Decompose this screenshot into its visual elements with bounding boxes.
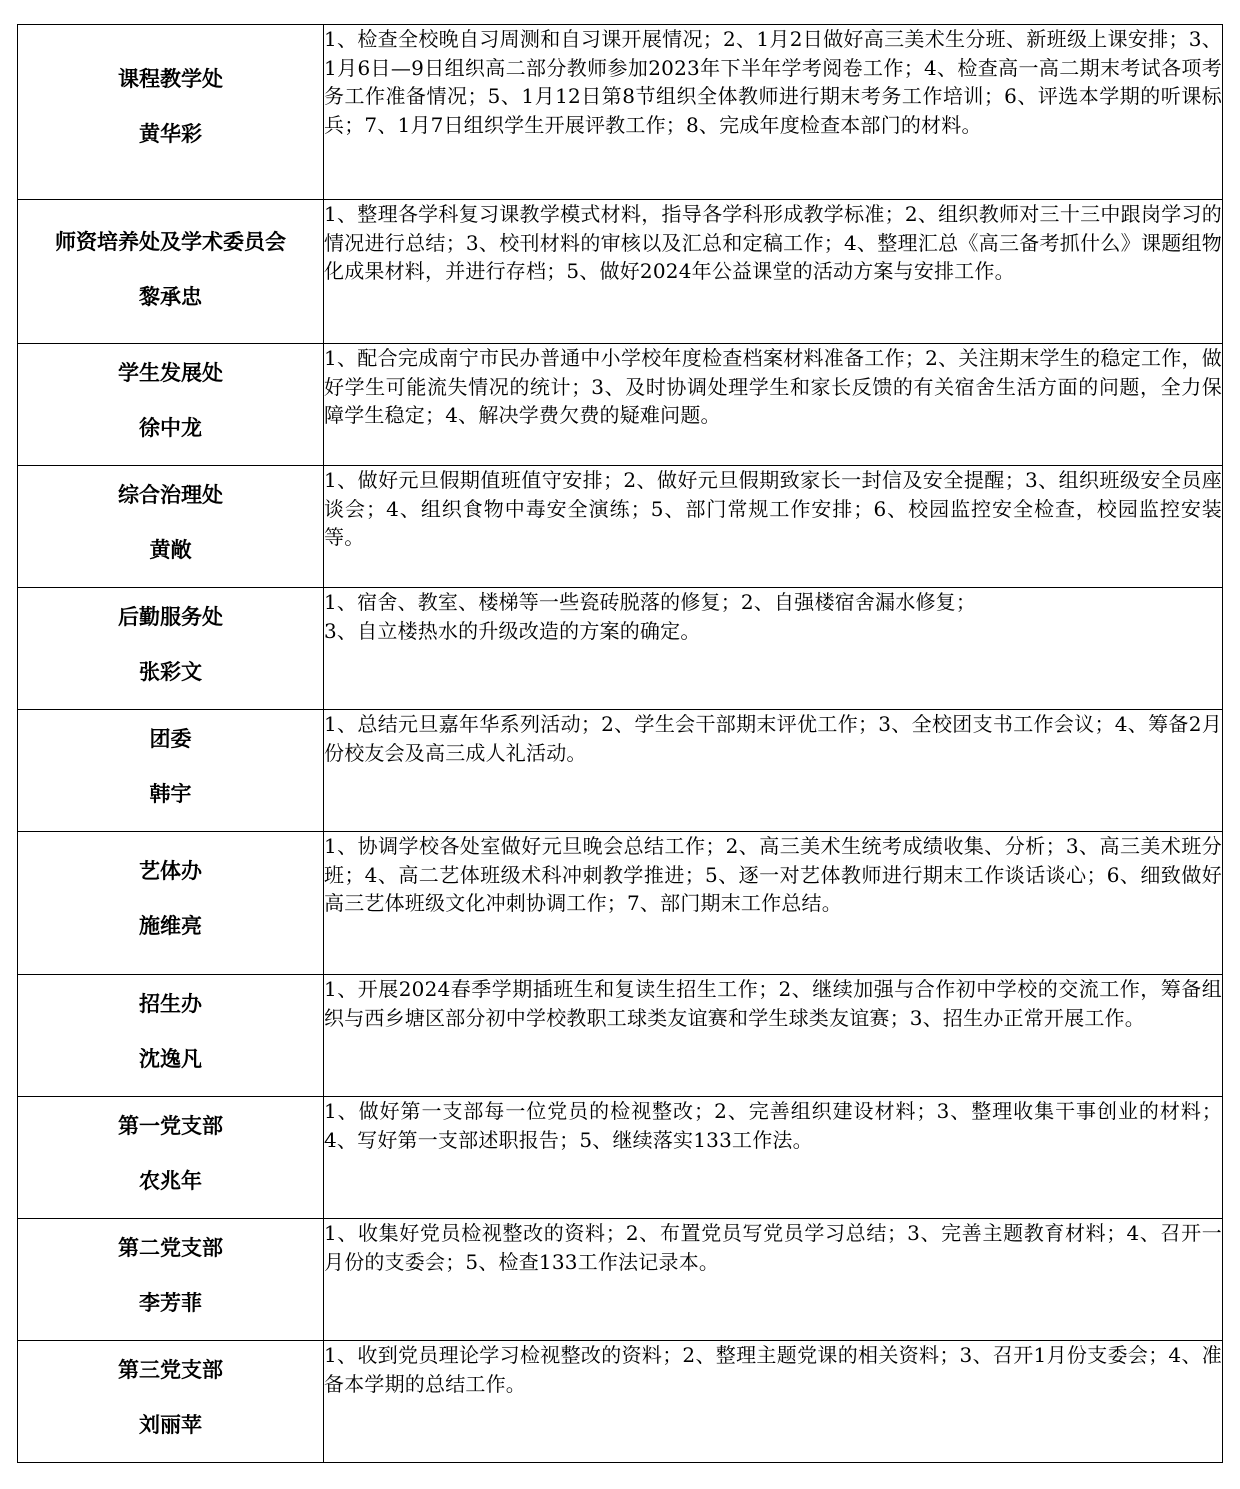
department-head: 农兆年	[139, 1169, 202, 1193]
department-head: 黄华彩	[139, 122, 202, 146]
department-cell	[18, 466, 324, 588]
department-head: 李芳菲	[139, 1291, 202, 1315]
table-row	[18, 25, 1223, 200]
department-head: 沈逸凡	[139, 1047, 202, 1071]
task-description: 1、收集好党员检视整改的资料；2、布置党员写党员学习总结；3、完善主题教育材料；4、召开一月份的支委会；5、检查133工作法记录本。	[324, 1219, 1223, 1341]
department-name: 后勤服务处	[118, 605, 223, 629]
department-cell	[18, 975, 324, 1097]
department-head: 韩宇	[149, 782, 192, 806]
task-description: 1、收到党员理论学习检视整改的资料；2、整理主题党课的相关资料；3、召开1月份支委会；4、准备本学期的总结工作。	[324, 1341, 1223, 1463]
department-cell	[18, 832, 324, 975]
department-name: 第二党支部	[118, 1236, 223, 1260]
department-head: 黎承忠	[139, 285, 202, 309]
department-name: 招生办	[139, 992, 202, 1016]
department-head: 刘丽苹	[139, 1413, 202, 1437]
department-name: 团委	[149, 727, 192, 751]
department-cell	[18, 588, 324, 710]
table-row	[18, 710, 1223, 832]
table-row	[18, 1219, 1223, 1341]
department-cell	[18, 1219, 324, 1341]
table-row	[18, 832, 1223, 975]
department-name: 第一党支部	[118, 1114, 223, 1138]
department-name: 课程教学处	[118, 67, 223, 91]
department-cell	[18, 344, 324, 466]
table-row	[18, 466, 1223, 588]
department-name: 艺体办	[139, 859, 202, 883]
table-row	[18, 975, 1223, 1097]
department-cell	[18, 1097, 324, 1219]
department-cell	[18, 25, 324, 200]
department-name: 第三党支部	[118, 1358, 223, 1382]
task-description: 1、协调学校各处室做好元旦晚会总结工作；2、高三美术生统考成绩收集、分析；3、高三美术班分班；4、高二艺体班级术科冲刺教学推进；5、逐一对艺体教师进行期末工作谈话谈心；6、细致做好高三艺体班级文化冲刺协调工作；7、部门期末工作总结。	[324, 832, 1223, 975]
table-row	[18, 1097, 1223, 1219]
department-head: 徐中龙	[139, 416, 202, 440]
table-row	[18, 588, 1223, 710]
table-row	[18, 200, 1223, 344]
department-head: 张彩文	[139, 660, 202, 684]
department-cell	[18, 200, 324, 344]
department-cell	[18, 1341, 324, 1463]
task-description: 1、做好元旦假期值班值守安排；2、做好元旦假期致家长一封信及安全提醒；3、组织班级安全员座谈会；4、组织食物中毒安全演练；5、部门常规工作安排；6、校园监控安全检查，校园监控安装等。	[324, 466, 1223, 588]
task-description: 1、宿舍、教室、楼梯等一些瓷砖脱落的修复；2、自强楼宿舍漏水修复； 3、自立楼热水的升级改造的方案的确定。	[324, 588, 1223, 710]
task-description: 1、检查全校晚自习周测和自习课开展情况；2、1月2日做好高三美术生分班、新班级上课安排；3、1月6日—9日组织高二部分教师参加2023年下半年学考阅卷工作；4、检查高一高二期末考试各项考务工作准备情况；5、1月12日第8节组织全体教师进行期末考务工作培训；6、评选本学期的听课标兵；7、1月7日组织学生开展评教工作；8、完成年度检查本部门的材料。	[324, 25, 1223, 200]
work-plan-table	[17, 24, 1223, 1463]
department-head: 黄敞	[149, 538, 192, 562]
department-name: 综合治理处	[118, 483, 223, 507]
task-description: 1、开展2024春季学期插班生和复读生招生工作；2、继续加强与合作初中学校的交流工作，筹备组织与西乡塘区部分初中学校教职工球类友谊赛和学生球类友谊赛；3、招生办正常开展工作。	[324, 975, 1223, 1097]
task-description: 1、做好第一支部每一位党员的检视整改；2、完善组织建设材料；3、整理收集干事创业的材料；4、写好第一支部述职报告；5、继续落实133工作法。	[324, 1097, 1223, 1219]
department-name: 师资培养处及学术委员会	[55, 230, 286, 254]
task-description: 1、配合完成南宁市民办普通中小学校年度检查档案材料准备工作；2、关注期末学生的稳定工作，做好学生可能流失情况的统计；3、及时协调处理学生和家长反馈的有关宿舍生活方面的问题，全力保障学生稳定；4、解决学费欠费的疑难问题。	[324, 344, 1223, 466]
table-row	[18, 344, 1223, 466]
department-head: 施维亮	[139, 914, 202, 938]
task-description: 1、总结元旦嘉年华系列活动；2、学生会干部期末评优工作；3、全校团支书工作会议；4、筹备2月份校友会及高三成人礼活动。	[324, 710, 1223, 832]
department-cell	[18, 710, 324, 832]
department-name: 学生发展处	[118, 361, 223, 385]
table-row	[18, 1341, 1223, 1463]
task-description: 1、整理各学科复习课教学模式材料，指导各学科形成教学标准；2、组织教师对三十三中跟岗学习的情况进行总结；3、校刊材料的审核以及汇总和定稿工作；4、整理汇总《高三备考抓什么》课题组物化成果材料，并进行存档；5、做好2024年公益课堂的活动方案与安排工作。	[324, 200, 1223, 344]
